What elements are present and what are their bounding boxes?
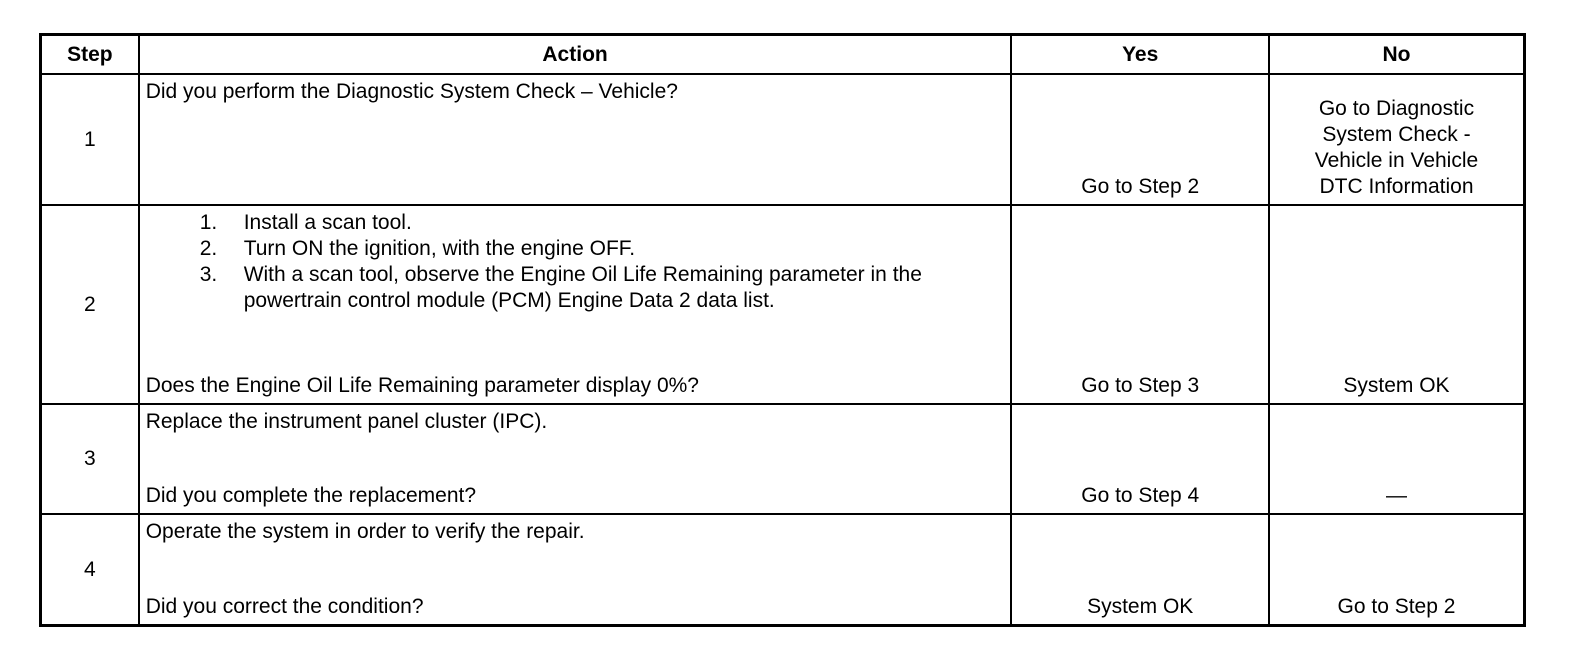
- diagnostic-table: [39, 33, 1526, 627]
- substep-list: [146, 210, 1005, 314]
- header-step: Step: [41, 35, 139, 75]
- substep-number: 2.: [199, 237, 218, 260]
- step-number: 4: [41, 514, 139, 626]
- substep-item: [200, 236, 1005, 262]
- no-cell: [1269, 74, 1525, 205]
- substep-number: 3.: [199, 263, 218, 286]
- step-number: 2: [41, 205, 139, 404]
- no-cell: —: [1269, 404, 1525, 514]
- action-text: Operate the system in order to verify the repair.: [145, 520, 585, 543]
- table-row: [41, 74, 1525, 205]
- yes-cell: Go to Step 4: [1011, 404, 1269, 514]
- question-text: Did you correct the condition?: [145, 595, 424, 618]
- table-row: [41, 205, 1525, 404]
- yes-cell: Go to Step 2: [1011, 74, 1269, 205]
- action-cell: [139, 404, 1012, 514]
- no-line: Vehicle in Vehicle: [1314, 149, 1479, 172]
- action-text: Replace the instrument panel cluster (IPC).: [145, 410, 548, 433]
- action-text: Did you perform the Diagnostic System Check – Vehicle?: [145, 80, 678, 103]
- no-line: System Check -: [1322, 123, 1471, 146]
- substep-item: [200, 262, 1005, 314]
- step-number: 3: [41, 404, 139, 514]
- substep-text: With a scan tool, observe the Engine Oil Life Remaining parameter in the powertrain control module (PCM) Engine Data 2 data list.: [243, 263, 922, 312]
- substep-text: Turn ON the ignition, with the engine OFF.: [243, 237, 636, 260]
- header-no: No: [1269, 35, 1525, 75]
- header-action: Action: [139, 35, 1012, 75]
- no-line: DTC Information: [1319, 175, 1474, 198]
- yes-cell: System OK: [1011, 514, 1269, 626]
- no-cell: Go to Step 2: [1269, 514, 1525, 626]
- yes-cell: Go to Step 3: [1011, 205, 1269, 404]
- question-text: Does the Engine Oil Life Remaining parameter display 0%?: [145, 374, 699, 397]
- header-yes: Yes: [1011, 35, 1269, 75]
- question-text: Did you complete the replacement?: [145, 484, 477, 507]
- substep-number: 1.: [199, 211, 218, 234]
- table-row: [41, 514, 1525, 626]
- action-cell: [139, 74, 1012, 205]
- no-line: Go to Diagnostic: [1318, 97, 1475, 120]
- action-cell: [139, 205, 1012, 404]
- action-cell: [139, 514, 1012, 626]
- step-number: 1: [41, 74, 139, 205]
- substep-item: [200, 210, 1005, 236]
- substep-text: Install a scan tool.: [243, 211, 412, 234]
- table-row: [41, 404, 1525, 514]
- no-cell: System OK: [1269, 205, 1525, 404]
- table-header-row: [41, 35, 1525, 75]
